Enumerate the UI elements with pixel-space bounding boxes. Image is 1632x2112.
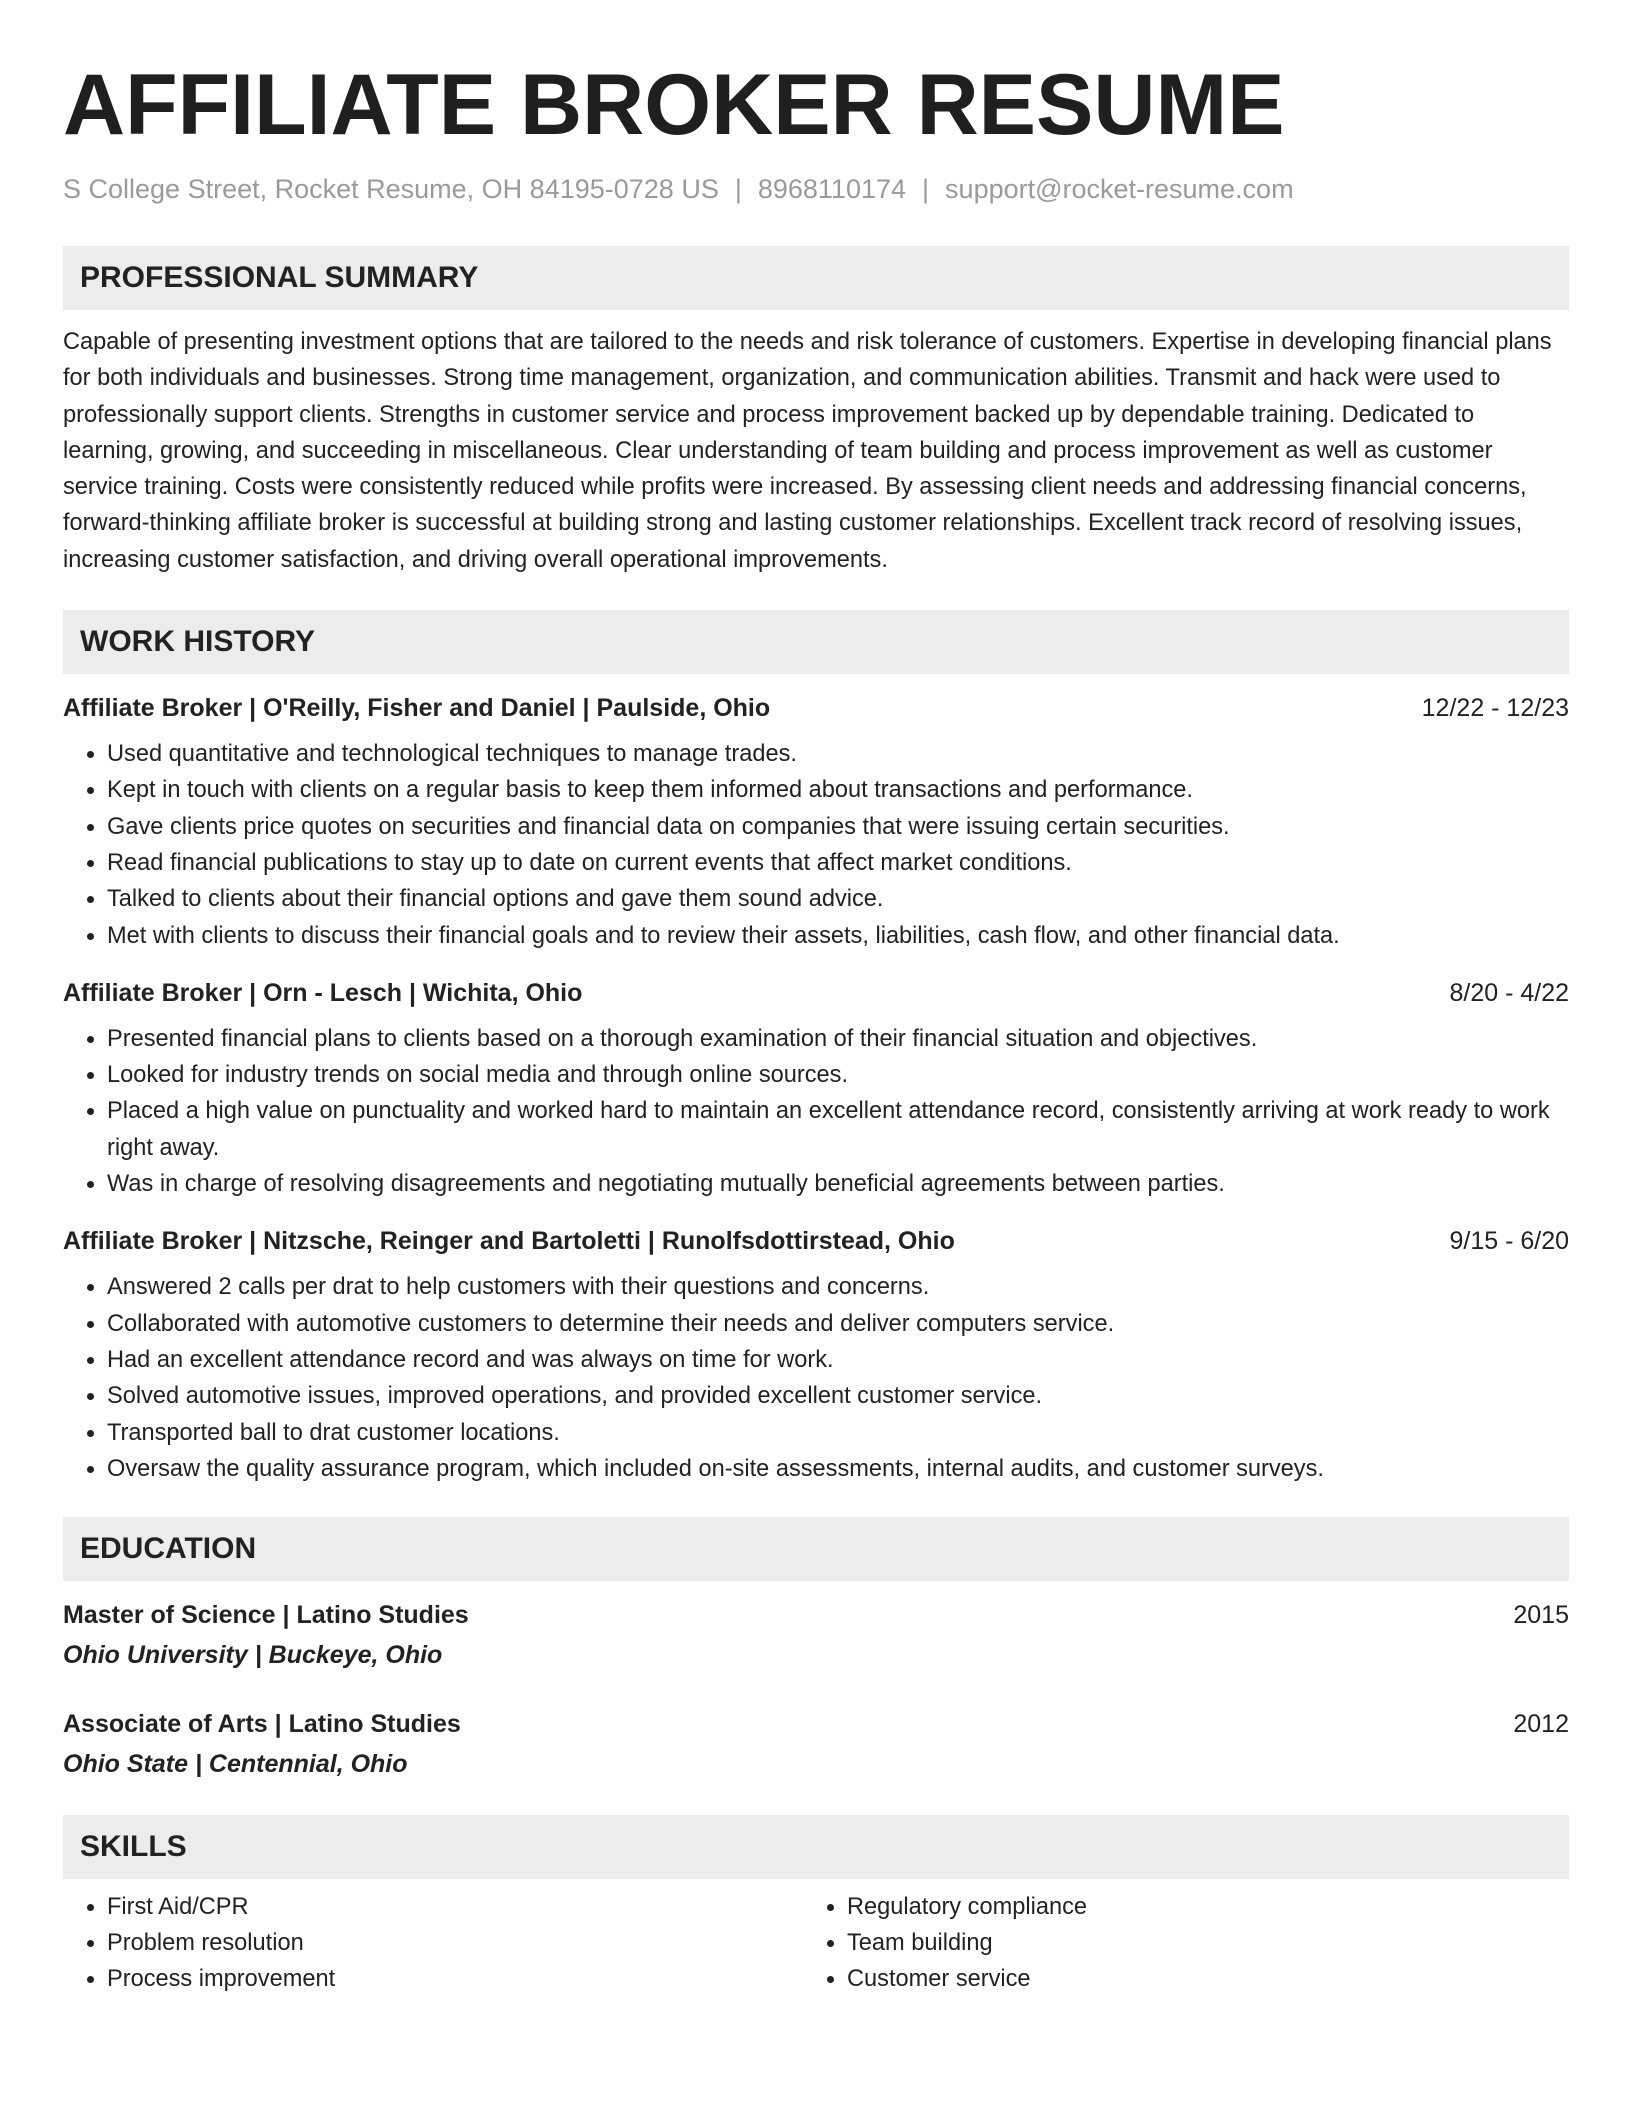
job-bullets [63, 736, 1569, 954]
contact-address: S College Street, Rocket Resume, OH 84195-0728 US [63, 174, 719, 204]
contact-separator: | [734, 174, 742, 204]
job-header [63, 690, 1569, 726]
list-item: • Looked for industry trends on social media and through online sources. [107, 1057, 1569, 1093]
list-item: • Solved automotive issues, improved operations, and provided excellent customer service. [107, 1378, 1569, 1414]
list-item: • Kept in touch with clients on a regular basis to keep them informed about transactions and performance. [107, 772, 1569, 808]
education-school: Ohio University | Buckeye, Ohio [63, 1641, 443, 1670]
education-degree: Master of Science | Latino Studies [63, 1601, 469, 1630]
contact-separator: | [922, 174, 930, 204]
summary-heading: PROFESSIONAL SUMMARY [63, 246, 1569, 310]
job-title: Affiliate Broker | Nitzsche, Reinger and Bartoletti | Runolfsdottirstead, Ohio [63, 1227, 955, 1256]
list-item: • Read financial publications to stay up to date on current events that affect market conditions. [107, 845, 1569, 881]
education-year: 2015 [1513, 1601, 1569, 1630]
list-item: • Presented financial plans to clients based on a thorough examination of their financial situation and objectives. [107, 1021, 1569, 1057]
contact-phone: 8968110174 [757, 174, 907, 204]
skills-heading: SKILLS [63, 1815, 1569, 1879]
work-history-heading: WORK HISTORY [63, 610, 1569, 674]
list-item: • Was in charge of resolving disagreements and negotiating mutually beneficial agreements between parties. [107, 1166, 1569, 1202]
education-school: Ohio State | Centennial, Ohio [63, 1750, 408, 1779]
skills-list-right [803, 1889, 1543, 1997]
resume-title: AFFILIATE BROKER RESUME [63, 57, 1285, 153]
list-item: • Problem resolution [107, 1925, 803, 1961]
education-degree: Associate of Arts | Latino Studies [63, 1710, 461, 1739]
list-item: • Transported ball to drat customer locations. [107, 1415, 1569, 1451]
job-entry [63, 690, 1569, 954]
skills-columns [63, 1889, 1569, 1997]
list-item: • Regulatory compliance [847, 1889, 1543, 1925]
job-bullets [63, 1269, 1569, 1487]
job-title: Affiliate Broker | Orn - Lesch | Wichita, Ohio [63, 978, 583, 1007]
job-header [63, 975, 1569, 1011]
list-item: • Collaborated with automotive customers to determine their needs and deliver computers service. [107, 1306, 1569, 1342]
list-item: • Answered 2 calls per drat to help customers with their questions and concerns. [107, 1269, 1569, 1305]
list-item: • Oversaw the quality assurance program, which included on-site assessments, internal audits, and customer surveys. [107, 1451, 1569, 1487]
skills-list-left [63, 1889, 803, 1997]
education-section [63, 1517, 1569, 1782]
job-title: Affiliate Broker | O'Reilly, Fisher and Daniel | Paulside, Ohio [63, 694, 771, 723]
job-bullets [63, 1021, 1569, 1202]
list-item: • Placed a high value on punctuality and worked hard to maintain an excellent attendance record, consistently arriving at work ready to work right away. [107, 1093, 1569, 1166]
contact-line [63, 171, 1569, 207]
job-header [63, 1223, 1569, 1259]
education-heading: EDUCATION [63, 1517, 1569, 1581]
job-entry [63, 975, 1569, 1202]
job-dates: 12/22 - 12/23 [1421, 694, 1569, 723]
list-item: • First Aid/CPR [107, 1889, 803, 1925]
contact-email: support@rocket-resume.com [945, 174, 1294, 204]
list-item: • Had an excellent attendance record and was always on time for work. [107, 1342, 1569, 1378]
summary-text: Capable of presenting investment options that are tailored to the needs and risk tolerance of customers. Expertise in developing financial plans for both individuals and businesses. Strong time management, organization, and communication abilities. Transmit and hack were used to professionally support clients. Strengths in customer service and process improvement backed up by dependable training. Dedicated to learning, growing, and succeeding in miscellaneous. Clear understanding of team building and process improvement as well as customer service training. Costs were consistently reduced while profits were increased. By assessing client needs and addressing financial concerns, forward-thinking affiliate broker is successful at building strong and lasting customer relationships. Excellent track record of resolving issues, increasing customer satisfaction, and driving overall operational improvements. [63, 329, 1552, 573]
list-item: • Talked to clients about their financial options and gave them sound advice. [107, 881, 1569, 917]
list-item: • Team building [847, 1925, 1543, 1961]
list-item: • Gave clients price quotes on securities and financial data on companies that were issuing certain securities. [107, 809, 1569, 845]
skills-section [63, 1815, 1569, 1997]
list-item: • Process improvement [107, 1961, 803, 1997]
education-entry [63, 1706, 1569, 1782]
summary-section [63, 246, 1569, 578]
education-header [63, 1597, 1569, 1633]
education-entry [63, 1597, 1569, 1673]
list-item: • Used quantitative and technological techniques to manage trades. [107, 736, 1569, 772]
education-header [63, 1706, 1569, 1742]
list-item: • Met with clients to discuss their financial goals and to review their assets, liabilities, cash flow, and other financial data. [107, 918, 1569, 954]
job-dates: 9/15 - 6/20 [1449, 1227, 1569, 1256]
job-entry [63, 1223, 1569, 1487]
list-item: • Customer service [847, 1961, 1543, 1997]
education-year: 2012 [1513, 1710, 1569, 1739]
work-history-section [63, 610, 1569, 1487]
job-dates: 8/20 - 4/22 [1449, 978, 1569, 1007]
